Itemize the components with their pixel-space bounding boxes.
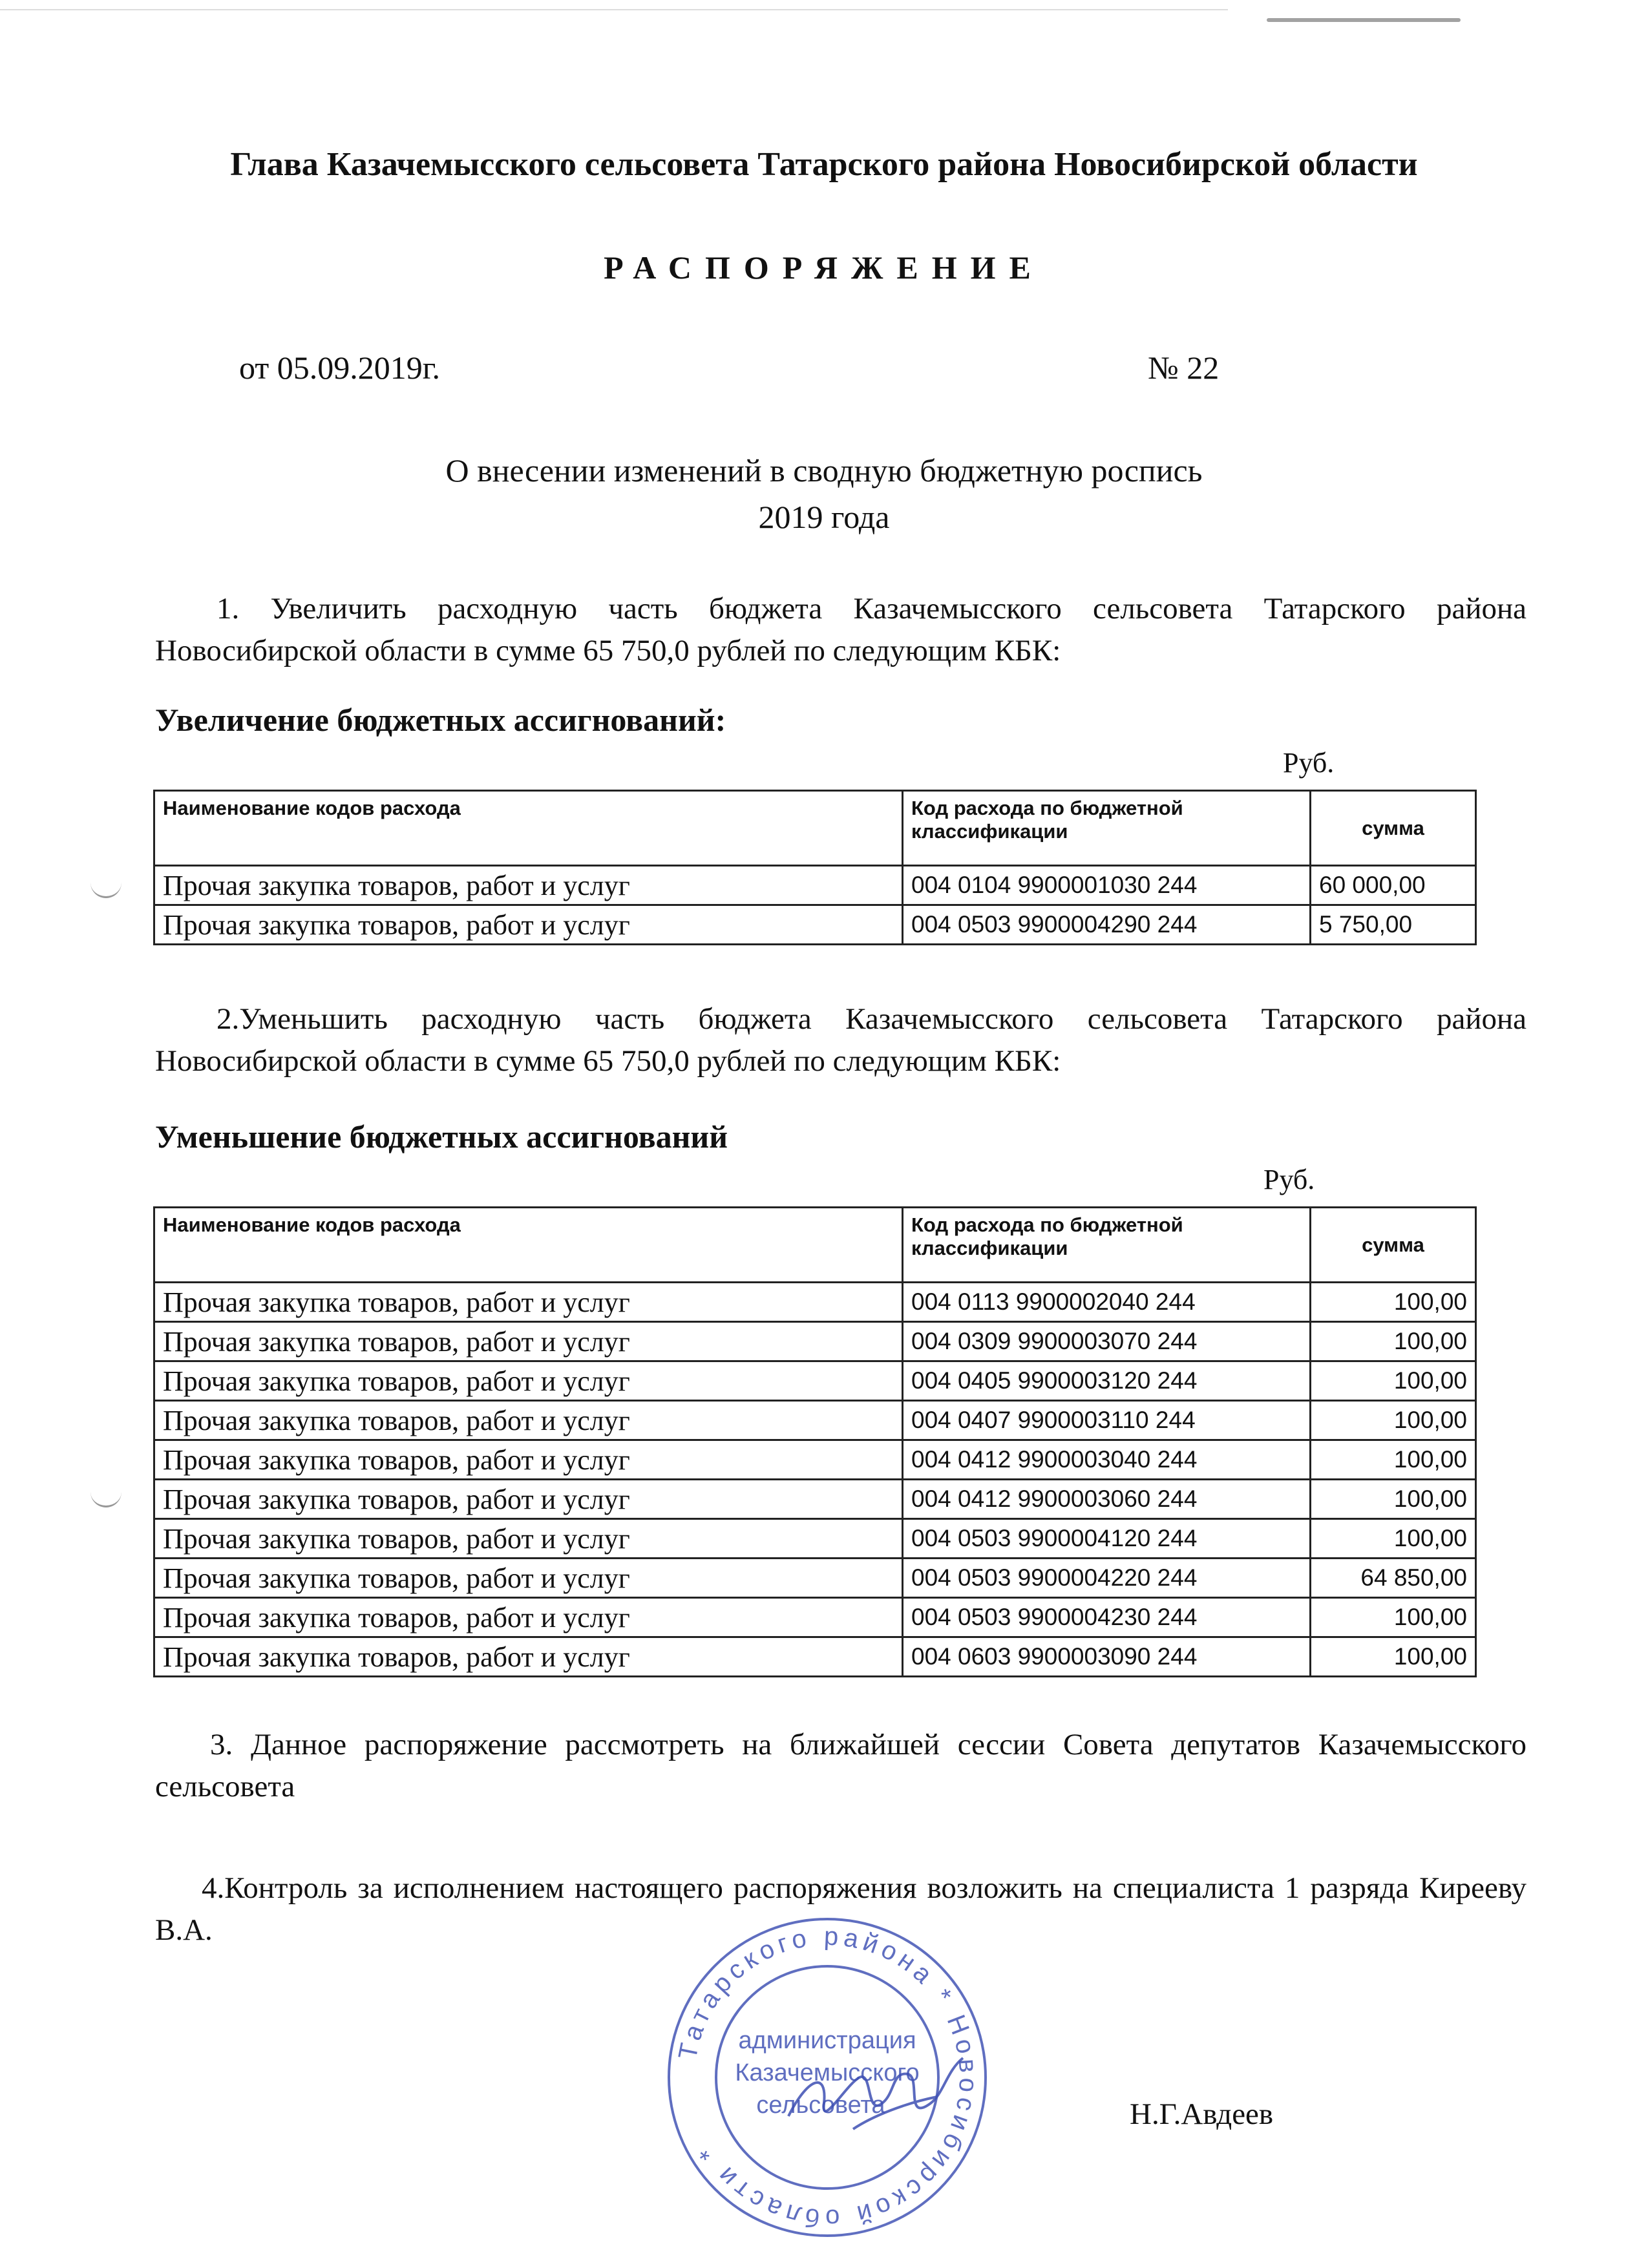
budget-code: 004 0104 9900001030 244 xyxy=(903,866,1311,905)
budget-code: 004 0412 9900003040 244 xyxy=(903,1440,1311,1480)
increase-section-title: Увеличение бюджетных ассигнований: xyxy=(155,702,726,738)
column-header-name: Наименование кодов расхода xyxy=(154,1208,903,1283)
expense-name: Прочая закупка товаров, работ и услуг xyxy=(154,1480,903,1519)
budget-code: 004 0113 9900002040 244 xyxy=(903,1283,1311,1322)
paragraph-2: 2.Уменьшить расходную часть бюджета Казачемысского сельсовета Татарского района Новосибирской области в сумме 65 750,0 рублей по следующим КБК: xyxy=(155,1002,1527,1078)
increase-table xyxy=(153,790,1477,945)
issuing-authority: Глава Казачемысского сельсовета Татарского района Новосибирской области xyxy=(230,146,1418,183)
paragraph-4: 4.Контроль за исполнением настоящего распоряжения возложить на специалиста 1 разряда Кирееву В.А. xyxy=(155,1871,1527,1947)
column-header-name: Наименование кодов расхода xyxy=(154,791,903,866)
amount: 100,00 xyxy=(1311,1283,1476,1322)
amount: 100,00 xyxy=(1311,1322,1476,1361)
expense-name: Прочая закупка товаров, работ и услуг xyxy=(154,1637,903,1677)
budget-code: 004 0503 9900004290 244 xyxy=(903,905,1311,945)
subject-line: 2019 года xyxy=(758,499,890,535)
amount: 60 000,00 xyxy=(1311,866,1476,905)
official-stamp xyxy=(659,1909,995,2245)
scan-edge-mark xyxy=(1267,18,1461,22)
expense-name: Прочая закупка товаров, работ и услуг xyxy=(154,1322,903,1361)
table-row xyxy=(154,1440,1476,1480)
svg-text:администрация: администрация xyxy=(738,2027,916,2054)
budget-code: 004 0503 9900004230 244 xyxy=(903,1598,1311,1637)
column-header-sum: сумма xyxy=(1311,1208,1476,1283)
table-row xyxy=(154,1480,1476,1519)
table-header-row xyxy=(154,1208,1476,1283)
budget-code: 004 0603 9900003090 244 xyxy=(903,1637,1311,1677)
budget-code: 004 0412 9900003060 244 xyxy=(903,1480,1311,1519)
table-row xyxy=(154,1322,1476,1361)
document-subject xyxy=(0,447,1648,540)
document-date: от 05.09.2019г. xyxy=(239,350,441,386)
budget-code: 004 0503 9900004220 244 xyxy=(903,1559,1311,1598)
amount: 100,00 xyxy=(1311,1480,1476,1519)
svg-text:Казачемысского: Казачемысского xyxy=(735,2059,920,2086)
decrease-section-title: Уменьшение бюджетных ассигнований xyxy=(155,1118,728,1155)
expense-name: Прочая закупка товаров, работ и услуг xyxy=(154,1361,903,1401)
table-row xyxy=(154,905,1476,945)
paragraph-1: 1. Увеличить расходную часть бюджета Казачемысского сельсовета Татарского района Новосибирской области в сумме 65 750,0 рублей по следующим КБК: xyxy=(155,592,1527,667)
table-row xyxy=(154,1519,1476,1559)
expense-name: Прочая закупка товаров, работ и услуг xyxy=(154,1401,903,1440)
table-row xyxy=(154,1361,1476,1401)
amount: 100,00 xyxy=(1311,1598,1476,1637)
decrease-unit-label: Руб. xyxy=(1263,1164,1315,1195)
expense-name: Прочая закупка товаров, работ и услуг xyxy=(154,866,903,905)
amount: 100,00 xyxy=(1311,1361,1476,1401)
amount: 64 850,00 xyxy=(1311,1559,1476,1598)
hole-punch-mark xyxy=(90,882,121,898)
budget-code: 004 0407 9900003110 244 xyxy=(903,1401,1311,1440)
table-row xyxy=(154,1598,1476,1637)
amount: 100,00 xyxy=(1311,1440,1476,1480)
expense-name: Прочая закупка товаров, работ и услуг xyxy=(154,1559,903,1598)
table-row xyxy=(154,1401,1476,1440)
expense-name: Прочая закупка товаров, работ и услуг xyxy=(154,1283,903,1322)
expense-name: Прочая закупка товаров, работ и услуг xyxy=(154,1440,903,1480)
paragraph-3: 3. Данное распоряжение рассмотреть на ближайшей сессии Совета депутатов Казачемысского сельсовета xyxy=(155,1728,1527,1803)
table-row xyxy=(154,1637,1476,1677)
scan-top-line xyxy=(0,9,1228,10)
hole-punch-mark xyxy=(90,1491,121,1507)
budget-code: 004 0405 9900003120 244 xyxy=(903,1361,1311,1401)
svg-text:сельсовета: сельсовета xyxy=(756,2092,885,2119)
table-header-row xyxy=(154,791,1476,866)
amount: 5 750,00 xyxy=(1311,905,1476,945)
table-row xyxy=(154,1559,1476,1598)
svg-text:Татарского района * Новосибирс: Татарского района * Новосибирской области * xyxy=(673,1922,983,2233)
expense-name: Прочая закупка товаров, работ и услуг xyxy=(154,1598,903,1637)
signatory-name: Н.Г.Авдеев xyxy=(1130,2097,1274,2131)
expense-name: Прочая закупка товаров, работ и услуг xyxy=(154,905,903,945)
increase-unit-label: Руб. xyxy=(1283,747,1335,779)
document-type: РАСПОРЯЖЕНИЕ xyxy=(604,249,1044,286)
amount: 100,00 xyxy=(1311,1637,1476,1677)
column-header-code: Код расхода по бюджетной классификации xyxy=(903,791,1311,866)
budget-code: 004 0503 9900004120 244 xyxy=(903,1519,1311,1559)
budget-code: 004 0309 9900003070 244 xyxy=(903,1322,1311,1361)
subject-line: О внесении изменений в сводную бюджетную роспись xyxy=(445,452,1203,488)
document-number: № 22 xyxy=(1148,350,1220,386)
column-header-code: Код расхода по бюджетной классификации xyxy=(903,1208,1311,1283)
decrease-table xyxy=(153,1206,1477,1677)
table-row xyxy=(154,866,1476,905)
table-row xyxy=(154,1283,1476,1322)
amount: 100,00 xyxy=(1311,1519,1476,1559)
amount: 100,00 xyxy=(1311,1401,1476,1440)
expense-name: Прочая закупка товаров, работ и услуг xyxy=(154,1519,903,1559)
column-header-sum: сумма xyxy=(1311,791,1476,866)
